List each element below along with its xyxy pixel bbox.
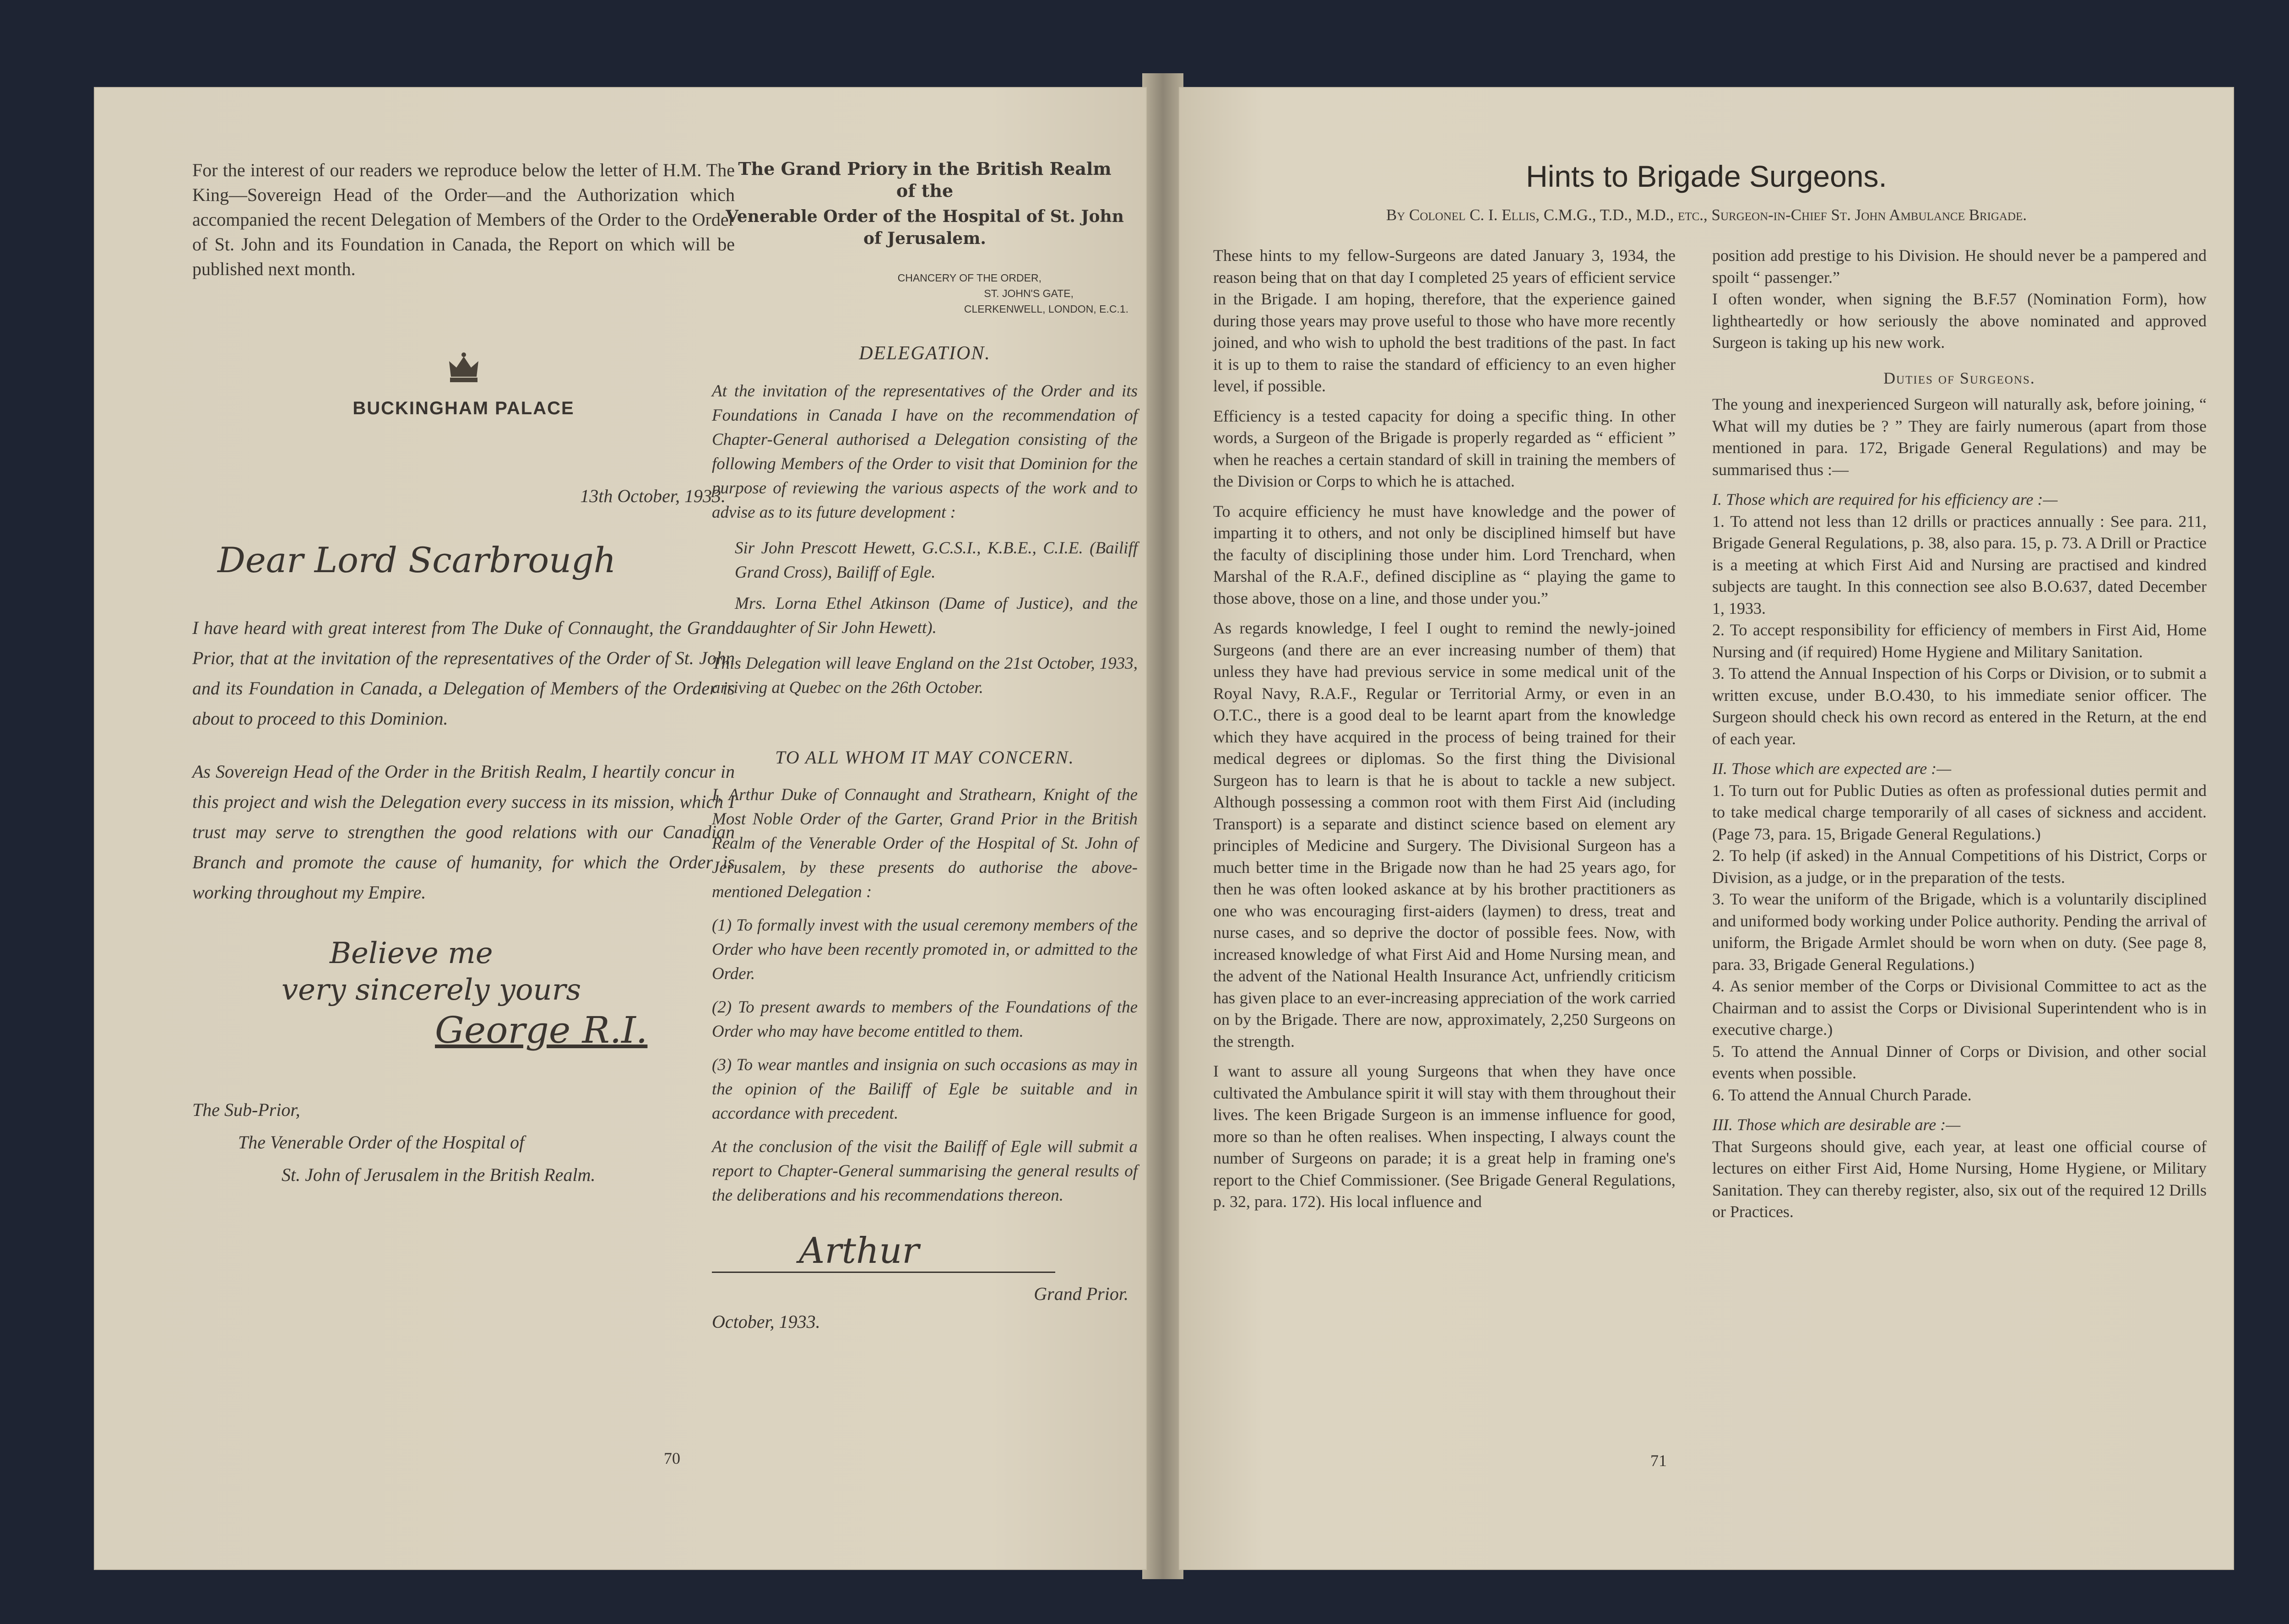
authorization-heading-3: Venerable Order of the Hospital of St. John — [726, 207, 1124, 226]
col1-para-2: Efficiency is a tested capacity for doing a specific thing. In other words, a Surgeon of the Brigade is properly regarded as “ efficient ” when he reaches a certain standard of skill in training the members of the Division or Corps to which he is attached. — [1213, 406, 1676, 490]
royal-crown-icon — [192, 350, 735, 392]
col1-para-3: To acquire efficiency he must have knowledge and the power of imparting it to others, and not only be disciplined himself but have the faculty of disciplining those under him. Lord Trenchard, when Marshal of the R.A.F., defined discipline as “ playing the game to those above, those on a line, and those under you.” — [1213, 502, 1676, 607]
authorization-date: October, 1933. — [712, 1311, 820, 1332]
left-letter-column — [192, 158, 735, 1186]
authorization-heading-1: The Grand Priory in the British Realm — [738, 158, 1112, 179]
section-1-item-2: 2. To accept responsibility for efficiency of members in First Aid, Home Nursing and (if required) Home Hygiene and Military Sanitation. — [1712, 621, 2207, 661]
address-line-1: The Sub-Prior, — [192, 1099, 300, 1120]
address-line-2: The Venerable Order of the Hospital of — [238, 1132, 525, 1153]
buckingham-palace-heading: BUCKINGHAM PALACE — [353, 398, 575, 418]
article-title: Hints to Brigade Surgeons. — [1526, 159, 1887, 193]
delegation-travel: This Delegation will leave England on the 21st October, 1933, arriving at Quebec on the 26th October. — [712, 654, 1138, 697]
article-column-2 — [1712, 245, 2207, 1223]
authority-item-3: (3) To wear mantles and insignia on such occasions as may in the opinion of the Bailiff of Egle be suitable and in accordance with precedent. — [712, 1056, 1138, 1123]
col1-para-4: As regards knowledge, I feel I ought to remind the newly-joined Surgeons (and there are an ever increasing number of them) that unless they have had previous service in some medical unit of the Royal Navy, R.A.F., Regular or Territorial Army, or even in an O.T.C., there is a good deal to be learnt apart from the knowledge which they have acquired in the process of being trained for their medical degrees or diplomas. So the first thing the Divisional Surgeon has to learn is that he is about to tackle a new subject. Although possessing a common root with them First Aid (including Transport) is a separate and distinct science based on element ary principles of Medicine and Surgery. The Divisional Surgeon has a much better time in the Brigade now than he had 25 years ago, for then he was often looked askance at by his brother practitioners as one who was encouraging first-aiders (laymen) to dress, treat and nurse cases, and so deprive the doctor of possible fees. Now, with increased knowledge of what First Aid and Home Nursing mean, and the advent of the National Health Insurance Act, unfriendly criticism has given place to an ever-increasing appreciation of the work carried on by the Brigade. There are now, approximately, 2,250 Surgeons on the strength. — [1213, 619, 1676, 1050]
section-2-item-1: 1. To turn out for Public Duties as often as professional duties permit and to take medical charge temporarily of all cases of sickness and accident. (Page 73, para. 15, Brigade General Regulations.) — [1712, 781, 2207, 843]
section-3-paragraph: That Surgeons should give, each year, at least one official course of lectures on either First Aid, Home Nursing, Home Hygiene, or Military Sanitation. They can thereby register, also, six out of the required 12 Drills or Practices. — [1712, 1137, 2207, 1221]
chancery-line-1: CHANCERY OF THE ORDER, — [897, 272, 1041, 284]
section-1-item-1: 1. To attend not less than 12 drills or practices annually : See para. 211, Brigade General Regulations, p. 38, also para. 15, p. 73. A Drill or Practice is a meeting at which First Aid and Nursing are practised and kindred subjects are taught. In this connection see also B.O.637, dated December 1, 1933. — [1712, 512, 2207, 617]
section-2-item-4: 4. As senior member of the Corps or Divisional Committee to act as the Chairman and to assist the Corps or Divisional Superintendent who is in executive charge.) — [1712, 977, 2207, 1039]
duties-heading: Duties of Surgeons. — [1883, 368, 2035, 387]
chancery-address — [712, 270, 1138, 317]
article-byline: By Colonel C. I. Ellis, C.M.G., T.D., M.D., etc., Surgeon-in-Chief St. John Ambulance Brigade. — [1386, 206, 2027, 224]
section-2-item-5: 5. To attend the Annual Dinner of Corps or Division, and other social events when possible. — [1712, 1042, 2207, 1082]
right-page — [1179, 87, 2234, 1570]
section-3-heading: III. Those which are desirable are :— — [1712, 1115, 1961, 1134]
book-gutter — [1142, 73, 1183, 1579]
delegation-paragraph: At the invitation of the representatives of the Order and its Foundations in Canada I have on the recommendation of Chapter-General authorised a Delegation consisting of the following Members of the Order to visit that Dominion for the purpose of reviewing the various aspects of the work and to advise as to its future development : — [712, 382, 1138, 522]
intro-paragraph: For the interest of our readers we reproduce below the letter of H.M. The King—Sovereign Head of the Order—and the Authorization which accompanied the recent Delegation of Members of the Order to the Order of St. John and its Foundation in Canada, the Report on which will be published next month. — [192, 160, 735, 279]
grand-prior-title: Grand Prior. — [1034, 1283, 1128, 1304]
authorization-heading-4: of Jerusalem. — [863, 229, 986, 248]
col2-para-2: I often wonder, when signing the B.F.57 (Nomination Form), how lightheartedly or how seriously the above nominated and approved Surgeon is taking up his new work. — [1712, 290, 2207, 352]
col2-para-3: The young and inexperienced Surgeon will naturally ask, before joining, “ What will my duties be ? ” They are fairly numerous (apart from those mentioned in para. 172, Brigade General Regulations) and may be summarised thus :— — [1712, 395, 2207, 479]
closing-sincerely: very sincerely yours — [282, 973, 581, 1007]
authorization-column — [712, 158, 1138, 1333]
section-2-item-6: 6. To attend the Annual Church Parade. — [1712, 1085, 1972, 1104]
section-2-heading: II. Those which are expected are :— — [1712, 759, 1952, 778]
letter-date: 13th October, 1933. — [580, 486, 726, 506]
authorization-heading-2: of the — [896, 180, 954, 201]
section-2-item-2: 2. To help (if asked) in the Annual Competitions of his District, Corps or Division, as a judge, or in the preparation of the tests. — [1712, 846, 2207, 887]
handwritten-salutation: Dear Lord Scarbrough — [217, 540, 616, 580]
chancery-line-3: CLERKENWELL, LONDON, E.C.1. — [964, 303, 1128, 315]
address-line-3: St. John of Jerusalem in the British Realm. — [282, 1164, 596, 1185]
section-2-item-3: 3. To wear the uniform of the Brigade, which is a voluntarily disciplined and uniformed body working under Police authority. Pending the arrival of uniform, the Brigade Armlet should be worn when on duty. (See page 8, para. 33, Brigade General Regulations.) — [1712, 890, 2207, 974]
closing-believe-me: Believe me — [330, 937, 493, 970]
col1-para-1: These hints to my fellow-Surgeons are dated January 3, 1934, the reason being that on that day I completed 25 years of efficient service in the Brigade. I am hoping, therefore, that the experience gained during those years may prove useful to those who have more recently joined, and who wish to uphold the best traditions of the past. In fact it is up to them to raise the standard of efficiency to an even higher level, if possible. — [1213, 246, 1676, 395]
delegation-member-2: Mrs. Lorna Ethel Atkinson (Dame of Justice), and the daughter of Sir John Hewett). — [735, 594, 1138, 637]
authority-item-2: (2) To present awards to members of the Foundations of the Order who may have become entitled to them. — [712, 998, 1138, 1041]
concern-title: TO ALL WHOM IT MAY CONCERN. — [775, 747, 1074, 768]
section-1-item-3: 3. To attend the Annual Inspection of his Corps or Division, or to submit a written excuse, under B.O.430, to his immediate senior officer. The Surgeon should check his own record as entered in the Return, at the end of each year. — [1712, 664, 2207, 748]
delegation-member-1: Sir John Prescott Hewett, G.C.S.I., K.B.E., C.I.E. (Bailiff Grand Cross), Bailiff of Egle. — [735, 539, 1138, 582]
left-page-number: 70 — [664, 1449, 680, 1467]
chancery-line-2: ST. JOHN'S GATE, — [984, 287, 1074, 299]
col1-para-5: I want to assure all young Surgeons that when they have once cultivated the Ambulance spirit it will stay with them throughout their lives. The keen Brigade Surgeon is an immense influence for good, more so than he often realises. When inspecting, I always count the number of Surgeons on parade; it is a great help in framing one's report to the Chief Commissioner. (See Brigade General Regulations, p. 32, para. 172). His local influence and — [1213, 1062, 1676, 1211]
right-page-number: 71 — [1650, 1451, 1667, 1470]
arthur-signature: Arthur — [712, 1230, 1055, 1273]
col2-para-1: position add prestige to his Division. He should never be a pampered and spoilt “ passenger.” — [1712, 246, 2207, 287]
authority-item-1: (1) To formally invest with the usual ceremony members of the Order who have been recently promoted in, or admitted to the Order. — [712, 916, 1138, 983]
letter-paragraph-1: I have heard with great interest from The Duke of Connaught, the Grand Prior, that at the invitation of the representatives of the Order of St. John and its Foundation in Canada, a Delegation of Members of the Order is about to proceed to this Dominion. — [192, 617, 735, 729]
delegation-title: DELEGATION. — [859, 343, 991, 364]
letter-paragraph-2: As Sovereign Head of the Order in the British Realm, I heartily concur in this project and wish the Delegation every success in its mission, which I trust may serve to strengthen the good relations with our Canadian Branch and promote the cause of humanity, for which the Order is working throughout my Empire. — [192, 761, 735, 903]
section-1-heading: I. Those which are required for his efficiency are :— — [1712, 490, 2058, 509]
article-column-1 — [1213, 245, 1676, 1213]
left-page — [94, 87, 1147, 1570]
king-signature: George R.I. — [435, 1009, 648, 1051]
conclusion-paragraph: At the conclusion of the visit the Bailiff of Egle will submit a report to Chapter-General summarising the general results of the deliberations and his recommendations thereon. — [712, 1137, 1138, 1205]
concern-paragraph: I, Arthur Duke of Connaught and Strathearn, Knight of the Most Noble Order of the Garter, Grand Prior in the British Realm of the Venerable Order of the Hospital of St. John of Jerusalem, by these presents do authorise the above-mentioned Delegation : — [712, 785, 1138, 901]
